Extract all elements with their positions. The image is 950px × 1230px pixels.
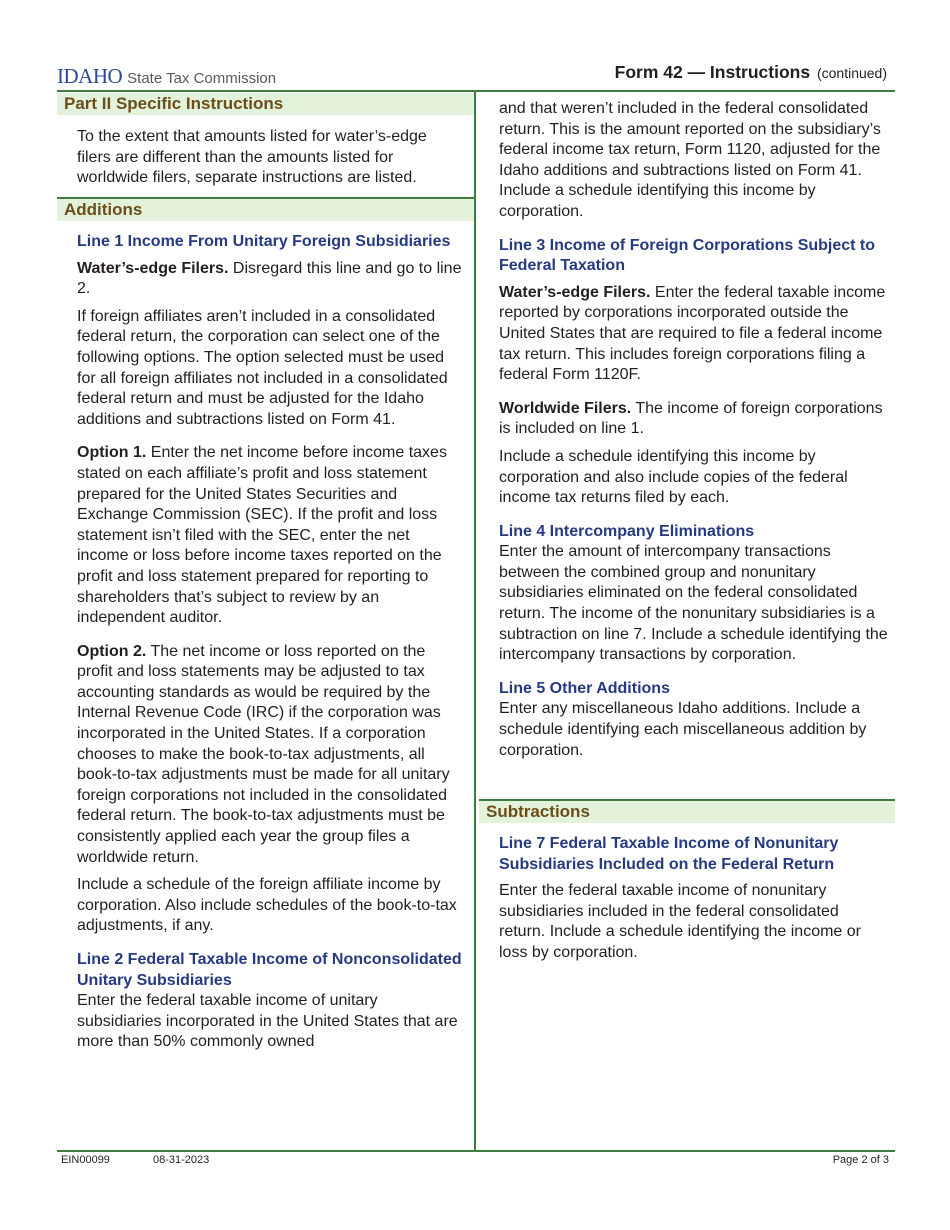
line3-waters-edge [499, 283, 889, 386]
line3-ww-text: The income of foreign corporations is included on line 1. [499, 399, 883, 438]
footer-divider [57, 1150, 895, 1152]
line1-we-label: Water’s-edge Filers. [77, 259, 229, 277]
option1-label: Option 1. [77, 444, 147, 462]
footer-form-code: EIN00099 [61, 1154, 110, 1166]
part2-heading: Part II Specific Instructions [57, 93, 474, 115]
line2-heading: Line 2 Federal Taxable Income of Nonconsolidated Unitary Subsidiaries [77, 951, 462, 989]
line1-paragraph: If foreign affiliates aren’t included in a consolidated federal return, the corporation can select one of the following options. The option selected must be used for all foreign affiliates not included in a consolidated federal return and must be adjusted for the Idaho additions and subtractions listed on Form 41. [77, 307, 448, 428]
right-column-subtractions [499, 834, 889, 971]
column-divider [474, 92, 476, 1151]
additions-heading: Additions [57, 197, 474, 221]
idaho-tax-logo [57, 64, 276, 89]
line4-paragraph: Enter the amount of intercompany transactions between the combined group and nonunitary subsidiaries eliminated on the federal consolidated return. The income of the nonunitary subsidiaries is a subtraction on line 7. Include a schedule identifying the intercompany transactions by corporation. [499, 543, 888, 664]
line3-ww-label: Worldwide Filers. [499, 399, 632, 417]
footer-page-number: Page 2 of 3 [832, 1154, 889, 1166]
part2-body: To the extent that amounts listed for water’s-edge filers are different than the amounts listed for worldwide filers, separate instructions are listed. [77, 128, 427, 187]
option2-label: Option 2. [77, 642, 147, 660]
subtractions-heading: Subtractions [479, 799, 895, 823]
right-column-body [499, 99, 889, 768]
line3-schedule-paragraph: Include a schedule identifying this income by corporation and also include copies of the federal income tax returns filed by each. [499, 447, 848, 507]
line1-waters-edge [77, 259, 462, 300]
line2-continued: and that weren’t included in the federal consolidated return. This is the amount reported on the subsidiary’s federal income tax return, Form 1120, adjusted for the Idaho additions and subtractions listed on Form 41. Include a schedule identifying this income by corporation. [499, 100, 881, 220]
line3-we-text: Enter the federal taxable income reported by corporations incorporated outside the United States that are required to file a federal income tax return. This includes foreign corporations filing a federal Form 1120F. [499, 283, 886, 384]
header-divider [57, 90, 895, 92]
form-title-text: Form 42 — Instructions [614, 62, 811, 82]
continued-label: (continued) [816, 65, 887, 81]
form-title [615, 62, 887, 83]
line1-schedule-paragraph: Include a schedule of the foreign affiliate income by corporation. Also include schedules of the book-to-tax adjustments, if any. [77, 876, 457, 935]
line3-worldwide [499, 399, 889, 440]
line4-heading: Line 4 Intercompany Eliminations [499, 522, 755, 540]
line5-heading: Line 5 Other Additions [499, 679, 670, 697]
option1-text: Enter the net income before income taxes stated on each affiliate’s profit and loss statement prepared for the United States Securities and Exchange Commission (SEC). If the profit and loss statement isn’t filed with the SEC, enter the net income or loss before income taxes reported on the profit and loss statement prepared for reporting to shareholders that’s subject to review by an independent auditor. [77, 444, 447, 627]
line3-heading: Line 3 Income of Foreign Corporations Subject to Federal Taxation [499, 236, 876, 275]
line7-paragraph: Enter the federal taxable income of nonunitary subsidiaries included in the federal consolidated return. Include a schedule identifying the income or loss by corporation. [499, 882, 861, 961]
logo-text: State Tax Commission [127, 70, 277, 87]
line3-we-label: Water’s-edge Filers. [499, 283, 651, 301]
option2-paragraph [77, 642, 462, 869]
option2-text: The net income or loss reported on the profit and loss statements may be adjusted to tax accounting standards as would be required by the Internal Revenue Code (IRC) if the corporation was incorporated in the United States. If a corporation chooses to make the book-to-tax adjustments, all book-to-tax adjustments must be made for all unitary foreign corporations not included in the consolidated federal return. The book-to-tax adjustments must be consistently applied each year the group files a worldwide return. [77, 642, 450, 866]
line1-we-text: Disregard this line and go to line 2. [77, 259, 462, 298]
left-column-body [77, 232, 462, 1060]
line5-paragraph: Enter any miscellaneous Idaho additions. Include a schedule identifying each miscellaneous addition by corporation. [499, 700, 867, 759]
line2-paragraph: Enter the federal taxable income of unitary subsidiaries incorporated in the United States that are more than 50% commonly owned [77, 992, 458, 1051]
page-header [57, 60, 895, 90]
part2-body-block [77, 127, 462, 196]
footer-date: 08-31-2023 [153, 1154, 210, 1166]
option1-paragraph [77, 443, 462, 628]
line7-heading: Line 7 Federal Taxable Income of Nonunitary Subsidiaries Included on the Federal Return [499, 835, 839, 873]
line1-heading: Line 1 Income From Unitary Foreign Subsidiaries [77, 233, 451, 250]
logo-wordmark: IDAHO [57, 64, 123, 88]
